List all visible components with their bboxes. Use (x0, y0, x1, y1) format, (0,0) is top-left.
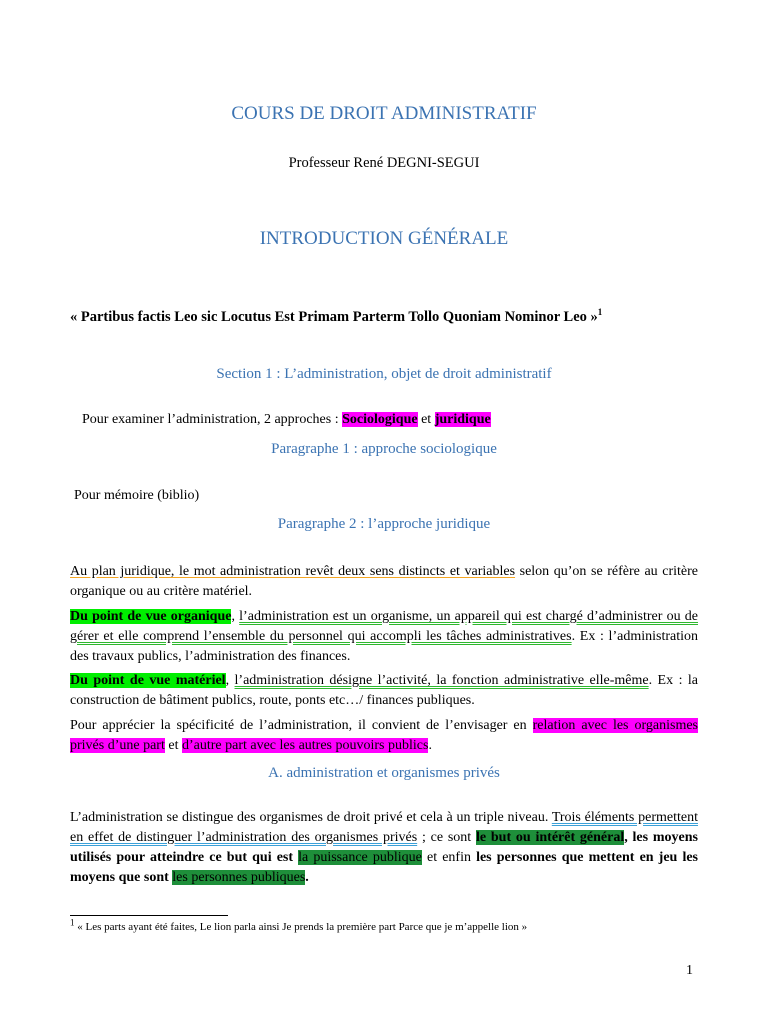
highlight-pouvoirs-publics: d’autre part avec les autres pouvoirs publics (181, 738, 429, 753)
plan-juridique-paragraph (70, 562, 698, 602)
apprecier-end: . (428, 738, 432, 753)
section-1-heading: Section 1 : L’administration, objet de droit administratif (216, 366, 552, 382)
approaches-prefix: Pour examiner l’administration, 2 approches : (82, 412, 343, 427)
plan-underlined: Au plan juridique, le mot administration revêt deux sens distincts et variables (70, 564, 516, 579)
subsection-a-s7: . (305, 870, 309, 885)
materiel-definition: l’administration désigne l’activité, la fonction administrative elle-même (234, 673, 649, 688)
subsection-a-s3: ; ce sont (417, 830, 476, 845)
paragraph-2-heading: Paragraphe 2 : l’approche juridique (277, 516, 491, 532)
highlight-juridique: juridique (434, 412, 491, 427)
subsection-a-s5: et enfin (421, 850, 477, 865)
apprecier-paragraph (70, 716, 698, 756)
subsection-a-paragraph (70, 808, 698, 888)
organique-paragraph (70, 607, 698, 667)
highlight-personnes-publiques: les personnes publiques (172, 870, 306, 885)
footnote-reference[interactable]: 1 (597, 307, 603, 318)
footnote (70, 917, 710, 933)
footnote-number: 1 (70, 917, 75, 928)
paragraph-1-heading: Paragraphe 1 : approche sociologique (271, 441, 497, 457)
organique-definition: l’administration est un organisme, un appareil qui est chargé d’administrer ou de gérer et elle comprend l’ensemble du personnel qui accompli les tâches administratives (70, 609, 699, 644)
highlight-puissance-publique: la puissance publique (298, 850, 422, 865)
introduction-heading: INTRODUCTION GÉNÉRALE (259, 228, 509, 249)
materiel-example: . Ex : la construction de bâtiment publics, route, ponts etc…/ finances publiques. (70, 673, 699, 708)
approaches-line (82, 410, 491, 430)
highlight-organique: Du point de vue organique (70, 609, 232, 624)
materiel-comma: , (225, 673, 235, 688)
quote-text: « Partibus factis Leo sic Locutus Est Primam Parterm Tollo Quoniam Nominor Leo » (70, 309, 598, 325)
approaches-and: et (417, 412, 435, 427)
apprecier-prefix: Pour apprécier la spécificité de l’administration, il convient de l’envisager en (70, 718, 533, 733)
plan-rest: selon qu’on se réfère au critère organique ou au critère matériel. (70, 564, 699, 599)
highlight-materiel: Du point de vue matériel (70, 673, 226, 688)
organique-example: . Ex : l’administration des travaux publics, l’administration des finances. (70, 629, 698, 664)
apprecier-and: et (164, 738, 182, 753)
organique-comma: , (231, 609, 240, 624)
subsection-a-heading: A. administration et organismes privés (268, 765, 500, 781)
highlight-sociologique: Sociologique (342, 412, 418, 427)
subsection-a-s1: L’administration se distingue des organismes de droit privé et cela à un triple niveau. (70, 810, 552, 825)
footnote-separator (70, 915, 228, 916)
materiel-paragraph (70, 671, 698, 711)
highlight-organismes-prives: relation avec les organismes privés d’une part (70, 718, 698, 753)
highlight-interet-general: le but ou intérêt général (476, 830, 625, 845)
course-title: COURS DE DROIT ADMINISTRATIF (231, 103, 537, 124)
trois-elements-sentence: Trois éléments permettent en effet de distinguer l’administration des organismes privés (70, 810, 698, 845)
latin-quote (70, 309, 602, 326)
professor-name: Professeur René DEGNI-SEGUI (288, 155, 480, 171)
subsection-a-s6: les personnes que mettent en jeu les moyens que sont (70, 850, 699, 885)
page-number: 1 (686, 963, 693, 978)
paragraph-1-text: Pour mémoire (biblio) (74, 488, 200, 503)
subsection-a-s4: , les moyens utilisés pour atteindre ce but qui est (70, 830, 698, 865)
footnote-text: « Les parts ayant été faites, Le lion parla ainsi Je prends la première part Parce que je m’appelle lion » (74, 921, 528, 933)
